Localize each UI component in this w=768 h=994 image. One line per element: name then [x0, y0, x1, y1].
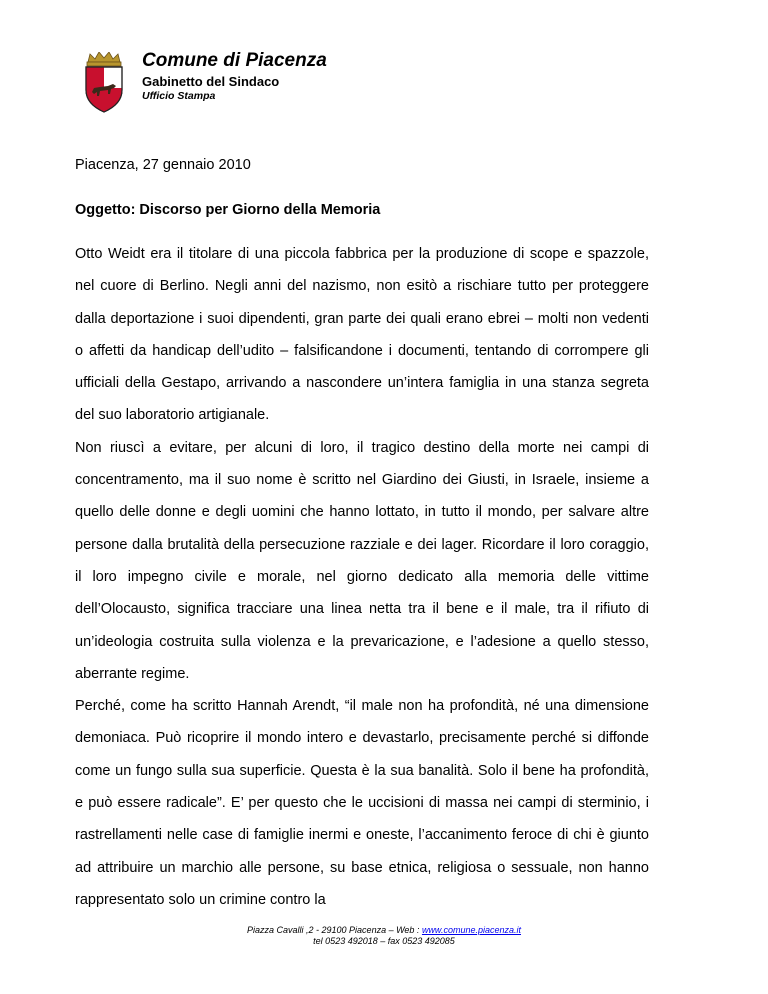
coat-of-arms-icon	[80, 52, 128, 114]
letterhead-text	[142, 50, 327, 103]
footer-phone-line: tel 0523 492018 – fax 0523 492085	[313, 936, 455, 946]
department-name: Gabinetto del Sindaco	[142, 74, 280, 89]
letter-content	[75, 155, 649, 916]
footer-address-line	[0, 925, 768, 936]
page-footer	[0, 925, 768, 947]
paragraph: Non riuscì a evitare, per alcuni di loro, il tragico destino della morte nei campi di concentramento, ma il suo nome è scritto nel Giardino dei Giusti, in Israele, insieme a quello delle donne e degli uomini che hanno lottato, in tutto il mondo, per salvare altre persone dalla brutalità della persecuzione razziale e dei lager. Ricordare il loro coraggio, il loro impegno civile e morale, nel giorno dedicato alla memoria delle vittime dell’Olocausto, significa tracciare una linea netta tra il bene e il male, tra il rifiuto di un’ideologia costruita sulla violenza e la prevaricazione, e l’adesione a quello stesso, aberrante regime.	[75, 439, 649, 682]
subject-line: Oggetto: Discorso per Giorno della Memoria	[75, 202, 381, 218]
website-link[interactable]: www.comune.piacenza.it	[421, 925, 521, 935]
letter-body	[75, 238, 649, 916]
footer-address: Piazza Cavalli ,2 - 29100 Piacenza – Web :	[247, 925, 422, 935]
date-line: Piacenza, 27 gennaio 2010	[75, 157, 251, 173]
office-name: Ufficio Stampa	[142, 90, 216, 102]
paragraph: Otto Weidt era il titolare di una piccola fabbrica per la produzione di scope e spazzole, nel cuore di Berlino. Negli anni del nazismo, non esitò a rischiare tutto per proteggere dalla deportazione i suoi dipendenti, gran parte dei quali erano ebrei – molti non vedenti o affetti da handicap dell’udito – falsificandone i documenti, tentando di corrompere gli ufficiali della Gestapo, arrivando a nascondere un’intera famiglia in una stanza segreta del suo laboratorio artigianale.	[75, 246, 649, 424]
letterhead	[80, 44, 480, 114]
organization-name: Comune di Piacenza	[142, 50, 327, 71]
paragraph: Perché, come ha scritto Hannah Arendt, “il male non ha profondità, né una dimensione demoniaca. Può ricoprire il mondo intero e devastarlo, precisamente perché si diffonde come un fungo sulla sua superficie. Questa è la sua banalità. Solo il bene ha profondità, e può essere radicale”. E’ per questo che le uccisioni di massa nei campi di sterminio, i rastrellamenti nelle case di famiglie inermi e oneste, l’accanimento feroce di chi è giunto ad attribuire un marchio alle persone, su base etnica, religiosa o sessuale, non hanno rappresentato solo un crimine contro la	[75, 698, 649, 908]
